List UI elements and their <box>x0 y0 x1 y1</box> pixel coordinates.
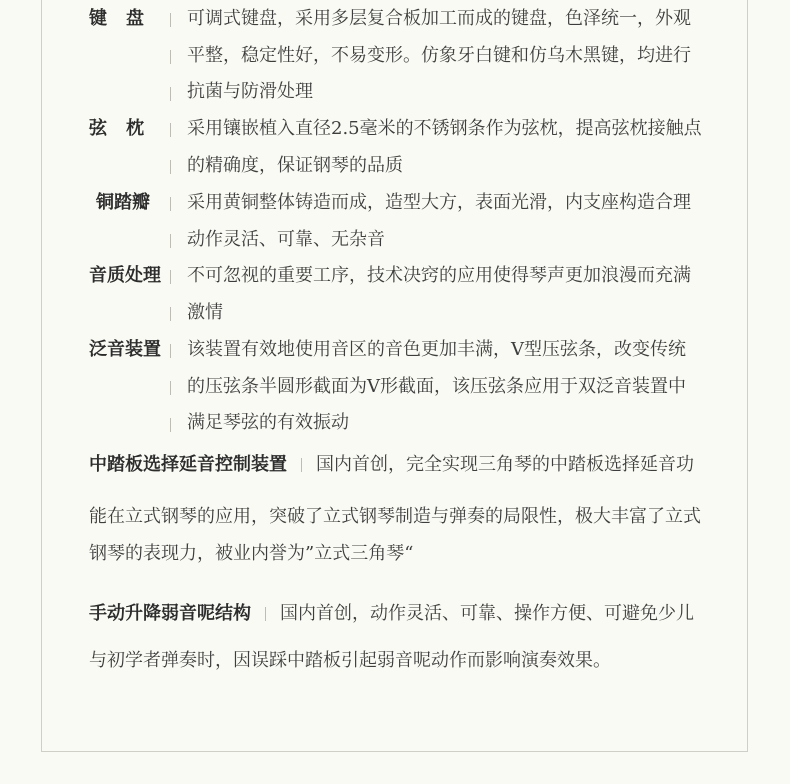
separator-bar <box>265 607 266 621</box>
separator-bar <box>170 270 171 284</box>
spec-line: 采用镶嵌植入直径2.5毫米的不锈钢条作为弦枕，提高弦枕接触点 <box>187 118 702 139</box>
spec-description <box>187 111 712 184</box>
feature-line: 能在立式钢琴的应用，突破了立式钢琴制造与弹奏的局限性，极大丰富了立式 <box>89 506 701 527</box>
spec-description <box>187 332 712 442</box>
spec-line: 抗菌与防滑处理 <box>187 81 313 103</box>
spec-description <box>187 1 712 111</box>
spec-line: 激情 <box>187 301 223 323</box>
separator-bar <box>170 160 171 174</box>
spec-line: 可调式键盘，采用多层复合板加工而成的键盘，色泽统一，外观 <box>187 8 691 29</box>
separator-bar <box>170 344 171 358</box>
spec-line: 平整，稳定性好，不易变形。仿象牙白键和仿乌木黑键，均进行 <box>187 44 691 66</box>
feature-line: 钢琴的表现力，被业内誉为”立式三角琴“ <box>89 543 414 564</box>
separator-bar <box>170 87 171 101</box>
feature-first-line <box>89 601 714 627</box>
spec-line: 满足琴弦的有效振动 <box>187 412 349 434</box>
spec-label: 键盘 <box>89 8 163 29</box>
feature-mute-structure <box>89 601 714 679</box>
feature-text: 国内首创，完全实现三角琴的中踏板选择延音功 <box>316 454 694 475</box>
feature-middle-pedal <box>89 452 714 572</box>
feature-text: 国内首创，动作灵活、可靠、操作方便、可避免少儿 <box>280 603 694 624</box>
separator-bar <box>170 234 171 248</box>
separator-bar <box>170 307 171 321</box>
separator-bar <box>170 13 171 27</box>
spec-line: 的压弦条半圆形截面为V形截面，该压弦条应用于双泛音装置中 <box>187 375 686 397</box>
feature-first-line <box>89 452 714 478</box>
separator-bar <box>170 418 171 432</box>
feature-title: 中踏板选择延音控制装置 <box>89 454 287 475</box>
separator-bar <box>170 381 171 395</box>
spec-line: 采用黄铜整体铸造而成，造型大方，表面光滑，内支座构造合理 <box>187 192 691 213</box>
separator-bar <box>170 197 171 211</box>
spec-line: 动作灵活、可靠、无杂音 <box>187 228 385 250</box>
spec-description <box>187 258 712 331</box>
spec-label: 音质处理 <box>89 265 161 286</box>
feature-line: 与初学者弹奏时，因误踩中踏板引起弱音呢动作而影响演奏效果。 <box>89 650 611 671</box>
spec-description <box>187 185 712 258</box>
spec-label: 弦枕 <box>89 118 163 139</box>
separator-bar <box>170 123 171 137</box>
spec-label: 铜踏瓣 <box>96 192 150 213</box>
spec-line: 该装置有效地使用音区的音色更加丰满，V型压弦条，改变传统 <box>187 339 686 360</box>
separator-bar <box>170 50 171 64</box>
spec-line: 的精确度，保证钢琴的品质 <box>187 154 403 176</box>
separator-bar <box>301 458 302 472</box>
spec-line: 不可忽视的重要工序，技术决窍的应用使得琴声更加浪漫而充满 <box>187 265 691 286</box>
spec-label: 泛音装置 <box>89 339 161 360</box>
feature-title: 手动升降弱音呢结构 <box>89 603 251 624</box>
